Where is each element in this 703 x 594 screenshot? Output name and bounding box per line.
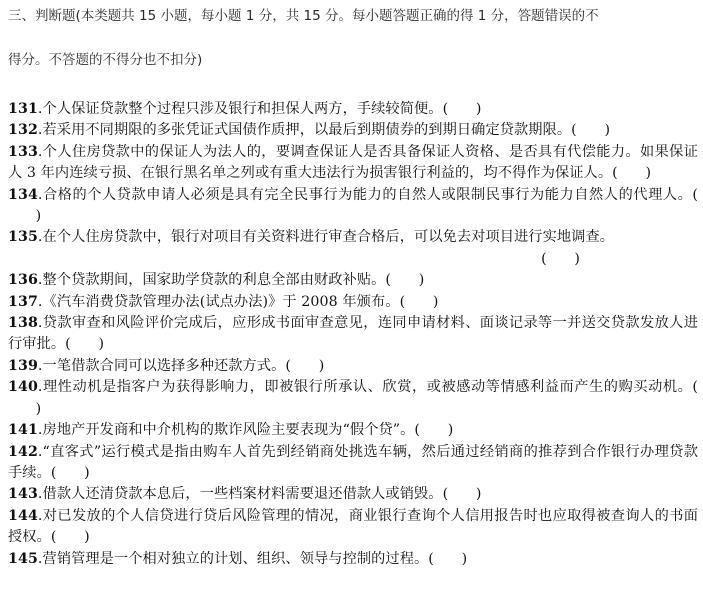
question-text: .若采用不同期限的多张凭证式国债作质押，以最后到期债券的到期日确定贷款期限。(	[37, 122, 577, 139]
question-text: .对已发放的个人信贷进行贷后风险管理的情况，商业银行查询个人信用报告时也应取得被查询人的书面授权。(	[8, 507, 698, 546]
answer-blank[interactable]: )	[391, 272, 425, 289]
question-text: .一笔借款合同可以选择多种还款方式。(	[37, 357, 292, 374]
answer-blank[interactable]: )	[576, 122, 611, 139]
answer-blank[interactable]: )	[291, 357, 325, 374]
question-number: 143	[8, 486, 38, 503]
question-number: 144	[8, 507, 38, 524]
question-140	[8, 377, 698, 420]
question-number: 134	[8, 186, 38, 203]
question-number: 131	[8, 101, 38, 117]
question-136	[8, 270, 698, 291]
question-text: .整个贷款期间，国家助学贷款的利息全部由财政补贴。(	[37, 272, 392, 289]
section-instructions-line2: 得分。不答题的不得分也不扣分)	[8, 52, 203, 68]
question-list	[8, 99, 698, 570]
question-number: 136	[8, 272, 38, 289]
question-number: 132	[8, 122, 38, 139]
answer-blank[interactable]: )	[617, 165, 652, 182]
question-text: .“直客式”运行模式是指由购车人首先到经销商处挑选车辆，然后通过经销商的推荐到合作银行办理贷款手续。(	[8, 443, 698, 481]
question-text: .营销管理是一个相对独立的计划、组织、领导与控制的过程。(	[37, 550, 434, 567]
answer-blank[interactable]: )	[448, 101, 482, 117]
answer-blank-135[interactable]: ( )	[541, 250, 580, 267]
question-number: 139	[8, 357, 38, 374]
question-137	[8, 292, 698, 313]
question-text: .在个人住房贷款中，银行对项目有关资料进行审查合格后，可以免去对项目进行实地调查。	[37, 229, 615, 246]
question-number: 142	[8, 443, 38, 460]
question-131	[8, 99, 698, 120]
question-134	[8, 185, 698, 228]
question-text: .个人住房贷款中的保证人为法人的，要调查保证人是否具备保证人资格、是否具有代偿能力。如果保证人 3 年内连续亏损、在银行黑名单之列或有重大违法行为损害银行利益的，均不得作为保证人。(	[8, 143, 698, 182]
question-text: .理性动机是指客户为获得影响力，即被银行所承认、欣赏，或被感动等情感利益而产生的购买动机。(	[37, 379, 698, 396]
question-number: 145	[8, 550, 38, 567]
question-141	[8, 420, 698, 441]
question-text: .《汽车消费贷款管理办法(试点办法)》于 2008 年颁布。(	[37, 293, 406, 310]
answer-blank[interactable]: )	[70, 336, 105, 353]
question-number: 140	[8, 379, 38, 396]
question-132	[8, 120, 698, 141]
question-number: 135	[8, 229, 38, 246]
question-text: .合格的个人贷款申请人必须是具有完全民事行为能力的自然人或限制民事行为能力自然人的代理人。(	[37, 186, 698, 203]
answer-blank[interactable]: )	[448, 486, 482, 503]
question-number: 138	[8, 315, 38, 332]
question-text: .借款人还清贷款本息后，一些档案材料需要退还借款人或销毁。(	[37, 486, 449, 503]
question-138	[8, 313, 698, 356]
question-text: .贷款审查和风险评价完成后，应形成书面审查意见，连同申请材料、面谈记录等一并送交贷款发放人进行审批。(	[8, 315, 698, 353]
question-text: .房地产开发商和中介机构的欺诈风险主要表现为“假个贷”。(	[37, 422, 421, 439]
answer-blank[interactable]: )	[8, 400, 42, 417]
section-instructions-line1: 三、判断题(本类题共 15 小题，每小题 1 分，共 15 分。每小题答题正确的得 1 分，答题错误的不	[8, 8, 599, 24]
question-143	[8, 484, 698, 505]
answer-blank[interactable]: )	[56, 529, 90, 546]
question-142	[8, 442, 698, 485]
answer-blank[interactable]: )	[405, 293, 439, 310]
question-144	[8, 506, 698, 549]
question-135	[8, 227, 698, 248]
question-number: 141	[8, 422, 38, 439]
answer-blank[interactable]: )	[8, 208, 42, 225]
question-145	[8, 549, 698, 570]
question-number: 137	[8, 293, 38, 310]
answer-blank[interactable]: )	[56, 464, 90, 481]
section-header	[8, 6, 698, 70]
question-text: .个人保证贷款整个过程只涉及银行和担保人两方，手续较简便。(	[37, 101, 449, 117]
question-number: 133	[8, 143, 38, 160]
question-139	[8, 356, 698, 377]
question-133	[8, 142, 698, 185]
answer-blank[interactable]: )	[433, 550, 468, 567]
answer-blank[interactable]: )	[420, 422, 454, 439]
